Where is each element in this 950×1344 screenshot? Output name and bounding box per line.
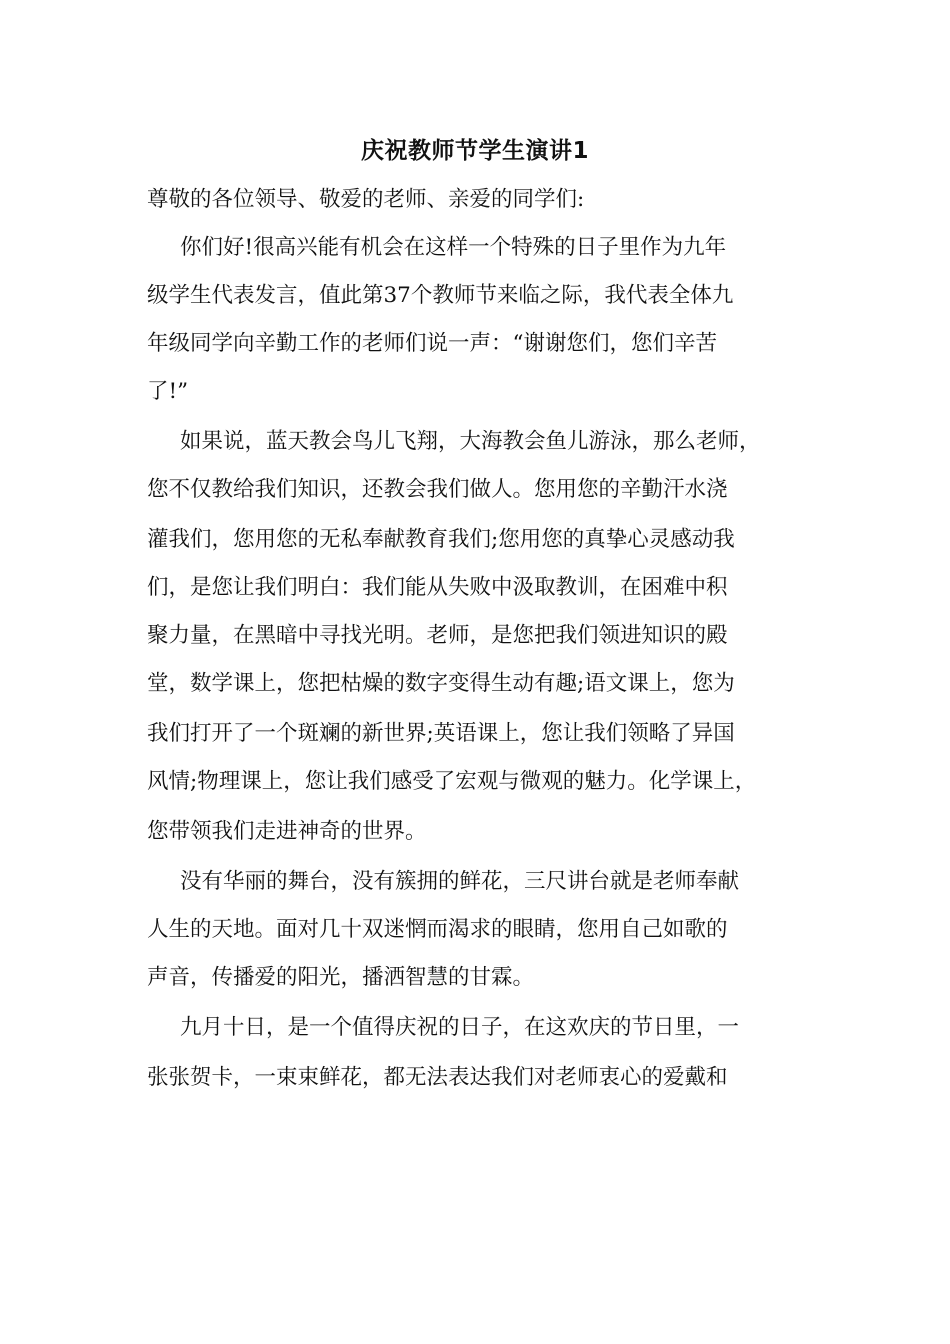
paragraph-2-line-3: 灌我们，您用您的无私奉献教育我们;您用您的真挚心灵感动我 [147, 527, 735, 552]
paragraph-3-line-3: 声音，传播爱的阳光，播洒智慧的甘霖。 [147, 965, 535, 990]
paragraph-2-line-5: 聚力量，在黑暗中寻找光明。老师，是您把我们领进知识的殿 [147, 623, 728, 648]
paragraph-2-line-9: 您带领我们走进神奇的世界。 [147, 819, 427, 844]
paragraph-2-line-2: 您不仅教给我们知识，还教会我们做人。您用您的辛勤汗水浇 [147, 477, 728, 502]
paragraph-2-line-6: 堂，数学课上，您把枯燥的数字变得生动有趣;语文课上，您为 [147, 671, 735, 696]
paragraph-1-line-4: 了!” [147, 379, 189, 404]
paragraph-1-line-2: 级学生代表发言，值此第37个教师节来临之际，我代表全体九 [147, 283, 734, 308]
paragraph-1-line-3: 年级同学向辛勤工作的老师们说一声：“谢谢您们，您们辛苦 [147, 331, 717, 356]
paragraph-4-line-1: 九月十日，是一个值得庆祝的日子，在这欢庆的节日里，一 [180, 1015, 740, 1040]
paragraph-1-line-1: 你们好!很高兴能有机会在这样一个特殊的日子里作为九年 [180, 235, 727, 260]
paragraph-4-line-2: 张张贺卡，一束束鲜花，都无法表达我们对老师衷心的爱戴和 [147, 1065, 728, 1090]
paragraph-3-line-2: 人生的天地。面对几十双迷惘而渴求的眼睛，您用自己如歌的 [147, 917, 728, 942]
paragraph-2-line-4: 们，是您让我们明白：我们能从失败中汲取教训，在困难中积 [147, 575, 728, 600]
paragraph-3-line-1: 没有华丽的舞台，没有簇拥的鲜花，三尺讲台就是老师奉献 [180, 869, 740, 894]
paragraph-2-line-8: 风情;物理课上，您让我们感受了宏观与微观的魅力。化学课上， [147, 769, 757, 794]
document-title: 庆祝教师节学生演讲1 [360, 138, 589, 164]
salutation-line: 尊敬的各位领导、敬爱的老师、亲爱的同学们: [147, 187, 585, 212]
paragraph-2-line-7: 我们打开了一个斑斓的新世界;英语课上，您让我们领略了异国 [147, 721, 735, 746]
paragraph-2-line-1: 如果说，蓝天教会鸟儿飞翔，大海教会鱼儿游泳，那么老师， [180, 429, 761, 454]
